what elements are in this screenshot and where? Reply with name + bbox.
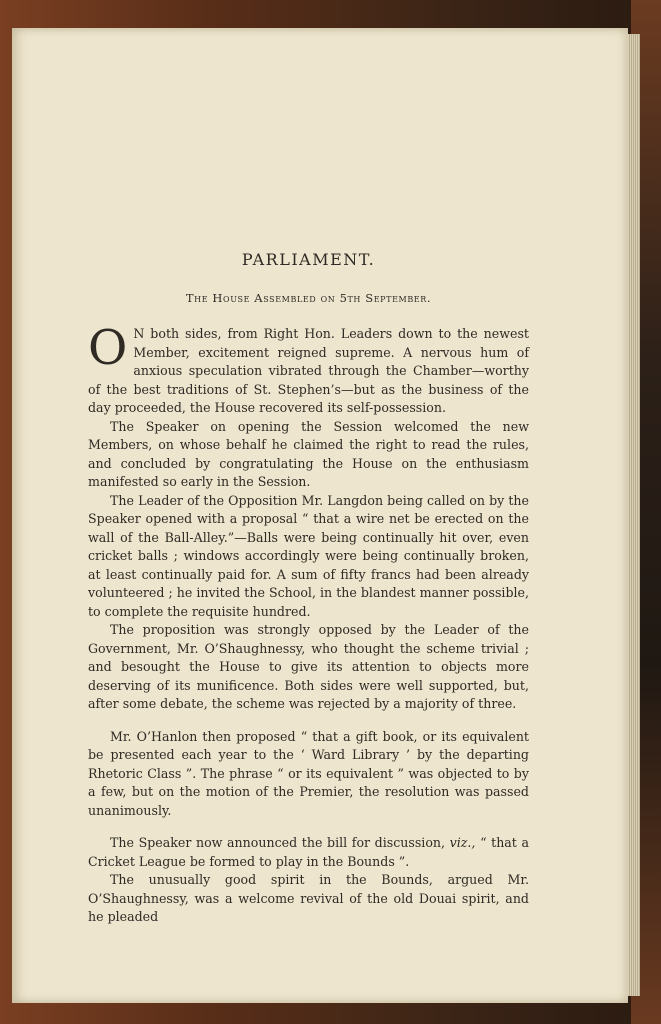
paragraph-1: [88, 320, 529, 418]
paragraph-7: The unusually good spirit in the Bounds, argued Mr. O’Shaughnessy, was a welcome revival of the old Douai spirit, and he pleaded: [88, 872, 529, 924]
page-text: [88, 250, 529, 927]
paragraph-6-before: The Speaker now announced the bill for discussion,: [110, 835, 450, 850]
paragraph-5: Mr. O’Hanlon then proposed “ that a gift book, or its equivalent be presented each year to the ‘ Ward Library ’ by the departing Rhetoric Class ”. The phrase “ or its equivalent ” was objected to by a few, but on the motion of the Premier, the resolution was passed unanimously.: [88, 728, 529, 818]
paragraph-3: The Leader of the Opposition Mr. Langdon being called on by the Speaker opened with a proposal “ that a wire net be erected on the wall of the Ball-Alley.”—Balls were being continually hit over, even cricket balls ; windows accordingly were being continually broken, at least continually paid for. A sum of fifty francs had been already volunteered ; he invited the School, in the blandest manner possible, to complete the requisite hundred.: [88, 492, 529, 619]
paragraph-2: The Speaker on opening the Session welcomed the new Members, on whose behalf he claimed the right to read the rules, and concluded by congratulating the House on the enthusiasm manifested so early in the Session.: [88, 418, 529, 489]
paragraph-1-text: N both sides, from Right Hon. Leaders down to the newest Member, excitement reigned supreme. A nervous hum of anxious speculation vibrated through the Chamber—worthy of the best traditions of St. Stephen’s—but as the business of the day proceeded, the House recovered its self-possession.: [88, 326, 529, 415]
drop-cap: O: [88, 320, 128, 376]
paragraph-6-italic: viz.,: [449, 835, 476, 850]
article-body: [88, 320, 529, 927]
paragraph-6: [88, 834, 529, 871]
page-edges: [628, 34, 640, 996]
paragraph-6-after: “ that a Cricket League be formed to play in the Bounds ”.: [88, 835, 529, 869]
paragraph-4: The proposition was strongly opposed by the Leader of the Government, Mr. O’Shaughnessy, who thought the scheme trivial ; and besought the House to give its attention to objects more deserving of its munificence. Both sides were well supported, but, after some debate, the scheme was rejected by a majority of three.: [88, 622, 529, 711]
page-subheading: The House Assembled on 5th September.: [185, 291, 432, 305]
page-heading: PARLIAMENT.: [241, 250, 376, 269]
